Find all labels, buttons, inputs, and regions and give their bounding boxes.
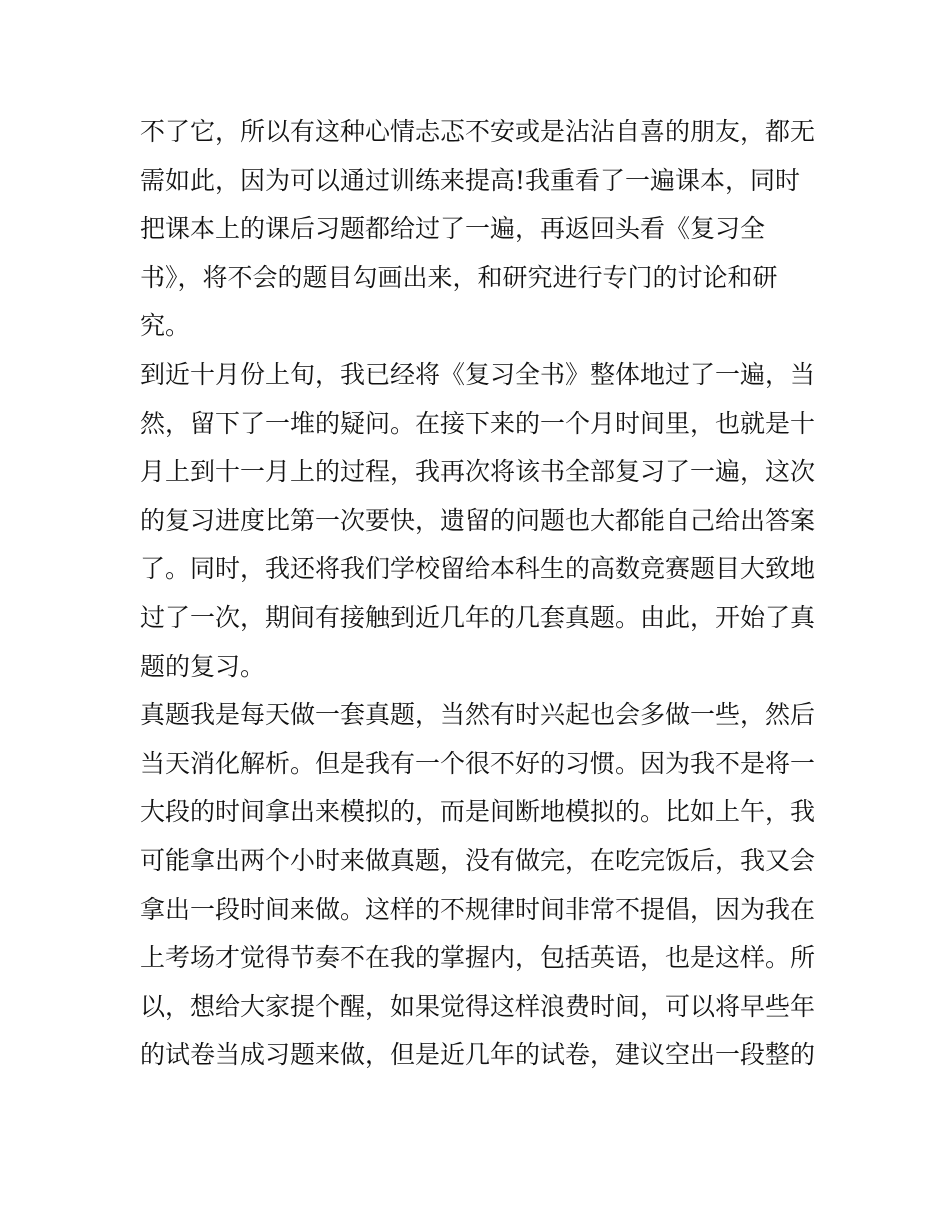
text-line: 可能拿出两个小时来做真题，没有做完，在吃完饭后，我又会 bbox=[140, 845, 816, 875]
text-line: 了。同时，我还将我们学校留给本科生的高数竞赛题目大致地 bbox=[140, 554, 816, 584]
text-line: 把课本上的课后习题都给过了一遍，再返回头看《复习全 bbox=[140, 214, 766, 244]
text-line: 月上到十一月上的过程，我再次将该书全部复习了一遍，这次 bbox=[140, 457, 816, 487]
text-line: 当天消化解析。但是我有一个很不好的习惯。因为我不是将一 bbox=[140, 748, 816, 778]
text-line: 的复习进度比第一次要快，遗留的问题也大都能自己给出答案 bbox=[140, 505, 816, 535]
text-line: 需如此，因为可以通过训练来提高!我重看了一遍课本，同时 bbox=[140, 165, 801, 195]
text-line: 书》，将不会的题目勾画出来，和研究进行专门的讨论和研 bbox=[140, 262, 778, 292]
text-line: 不了它，所以有这种心情忐忑不安或是沾沾自喜的朋友，都无 bbox=[140, 117, 816, 146]
text-line: 以，想给大家提个醒，如果觉得这样浪费时间，可以将早些年 bbox=[140, 991, 816, 1021]
text-line: 的试卷当成习题来做，但是近几年的试卷，建议空出一段整的 bbox=[140, 1040, 816, 1070]
text-line: 拿出一段时间来做。这样的不规律时间非常不提倡，因为我在 bbox=[140, 894, 816, 924]
text-line: 真题我是每天做一套真题，当然有时兴起也会多做一些，然后 bbox=[140, 700, 816, 730]
text-line: 究。 bbox=[140, 311, 191, 341]
text-line: 大段的时间拿出来模拟的，而是间断地模拟的。比如上午，我 bbox=[140, 797, 816, 827]
text-line: 过了一次，期间有接触到近几年的几套真题。由此，开始了真 bbox=[140, 602, 816, 632]
text-line: 上考场才觉得节奏不在我的掌握内，包括英语，也是这样。所 bbox=[140, 943, 816, 973]
body-text bbox=[140, 108, 820, 1080]
text-line: 到近十月份上旬，我已经将《复习全书》整体地过了一遍，当 bbox=[140, 359, 816, 389]
text-line: 然，留下了一堆的疑问。在接下来的一个月时间里，也就是十 bbox=[140, 408, 816, 438]
text-line: 题的复习。 bbox=[140, 651, 266, 681]
